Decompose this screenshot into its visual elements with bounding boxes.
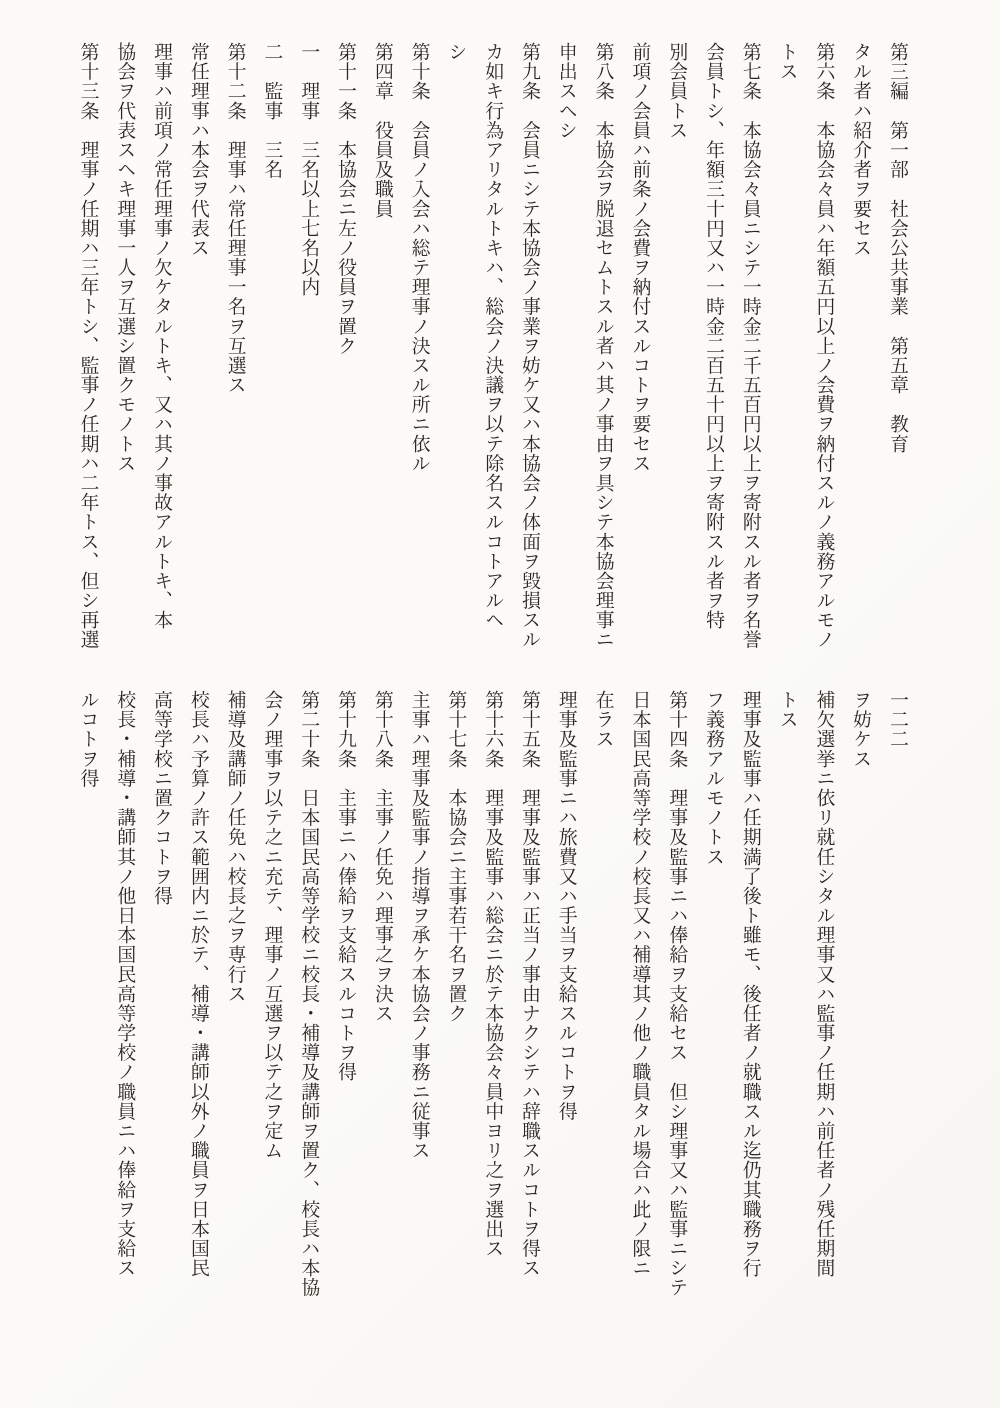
- list-item-column: 二 監事 三名: [261, 42, 283, 180]
- text-column: カ如キ行為アリタルトキハ、総会ノ決議ヲ以テ除名スルコトアルヘ: [482, 42, 504, 630]
- text-column: 申出スヘシ: [555, 42, 577, 140]
- text-column: 補導及講師ノ任免ハ校長之ヲ専行ス: [224, 690, 246, 1004]
- article-heading-column: 第十六条 理事及監事ハ総会ニ於テ本協会々員中ヨリ之ヲ選出ス: [482, 690, 504, 1259]
- text-column: トス: [776, 42, 798, 82]
- article-heading-column: 第十条 会員ノ入会ハ総テ理事ノ決スル所ニ依ル: [408, 42, 430, 473]
- text-column: 校長・補導・講師其ノ他日本国民高等学校ノ職員ニハ俸給ヲ支給ス: [114, 690, 136, 1278]
- text-column: 理事ハ前項ノ常任理事ノ欠ケタルトキ、又ハ其ノ事故アルトキ、本: [151, 42, 173, 630]
- text-column: フ義務アルモノトス: [703, 690, 725, 867]
- text-column: 補欠選挙ニ依リ就任シタル理事又ハ監事ノ任期ハ前任者ノ残任期間: [813, 690, 835, 1278]
- text-column: ヲ妨ケス: [850, 690, 872, 769]
- article-heading-column: 第十五条 理事及監事ハ正当ノ事由ナクシテハ辞職スルコトヲ得ス: [519, 690, 541, 1278]
- article-heading-column: 第十一条 本協会ニ左ノ役員ヲ置ク: [335, 42, 357, 356]
- article-heading-column: 第二十条 日本国民高等学校ニ校長・補導及講師ヲ置ク、校長ハ本協: [298, 690, 320, 1298]
- article-heading-column: 第七条 本協会々員ニシテ一時金二千五百円以上ヲ寄附スル者ヲ名誉: [739, 42, 761, 650]
- text-column: 会員トシ、年額三十円又ハ一時金二百五十円以上ヲ寄附スル者ヲ特: [703, 42, 725, 630]
- article-heading-column: 第八条 本協会ヲ脱退セムトスル者ハ其ノ事由ヲ具シテ本協会理事ニ: [592, 42, 614, 650]
- text-column: 前項ノ会員ハ前条ノ会費ヲ納付スルコトヲ要セス: [629, 42, 651, 473]
- article-heading-column: 第十九条 主事ニハ俸給ヲ支給スルコトヲ得: [335, 690, 357, 1082]
- page-number: 一二二: [887, 690, 908, 749]
- text-column: 日本国民高等学校ノ校長又ハ補導其ノ他ノ職員タル場合ハ此ノ限ニ: [629, 690, 651, 1278]
- article-heading-column: 第六条 本協会々員ハ年額五円以上ノ会費ヲ納付スルノ義務アルモノ: [813, 42, 835, 650]
- chapter-heading-column: 第四章 役員及職員: [371, 42, 393, 219]
- text-column: 別会員トス: [666, 42, 688, 140]
- text-column: 常任理事ハ本会ヲ代表ス: [187, 42, 209, 258]
- text-column: 理事及監事ハ任期満了後ト雖モ、後任者ノ就職スル迄仍其職務ヲ行: [739, 690, 761, 1278]
- text-column: ルコトヲ得: [77, 690, 99, 788]
- text-column: 会ノ理事ヲ以テ之ニ充テ、理事ノ互選ヲ以テ之ヲ定ム: [261, 690, 283, 1161]
- running-head: 第三編 第一部 社会公共事業 第五章 教育: [887, 42, 908, 454]
- article-heading-column: 第十三条 理事ノ任期ハ三年トシ、監事ノ任期ハ二年トス、但シ再選: [77, 42, 99, 650]
- upper-text-tier: [69, 42, 915, 684]
- text-column: タル者ハ紹介者ヲ要セス: [850, 42, 872, 258]
- text-column: 理事及監事ニハ旅費又ハ手当ヲ支給スルコトヲ得: [555, 690, 577, 1121]
- article-heading-column: 第十四条 理事及監事ニハ俸給ヲ支給セス 但シ理事又ハ監事ニシテ: [666, 690, 688, 1298]
- article-heading-column: 第十七条 本協会ニ主事若干名ヲ置ク: [445, 690, 467, 1024]
- lower-text-tier: [69, 690, 915, 1352]
- article-heading-column: 第十八条 主事ノ任免ハ理事之ヲ決ス: [371, 690, 393, 1024]
- list-item-column: 一 理事 三名以上七名以内: [298, 42, 320, 297]
- article-heading-column: 第九条 会員ニシテ本協会ノ事業ヲ妨ケ又ハ本協会ノ体面ヲ毀損スル: [519, 42, 541, 650]
- text-column: シ: [445, 42, 467, 62]
- text-column: 在ラス: [592, 690, 614, 749]
- text-column: 高等学校ニ置クコトヲ得: [151, 690, 173, 906]
- text-column: トス: [776, 690, 798, 730]
- text-column: 協会ヲ代表スヘキ理事一人ヲ互選シ置クモノトス: [114, 42, 136, 473]
- text-column: 主事ハ理事及監事ノ指導ヲ承ケ本協会ノ事務ニ従事ス: [408, 690, 430, 1161]
- article-heading-column: 第十二条 理事ハ常任理事一名ヲ互選ス: [224, 42, 246, 395]
- text-column: 校長ハ予算ノ許ス範囲内ニ於テ、補導・講師以外ノ職員ヲ日本国民: [187, 690, 209, 1278]
